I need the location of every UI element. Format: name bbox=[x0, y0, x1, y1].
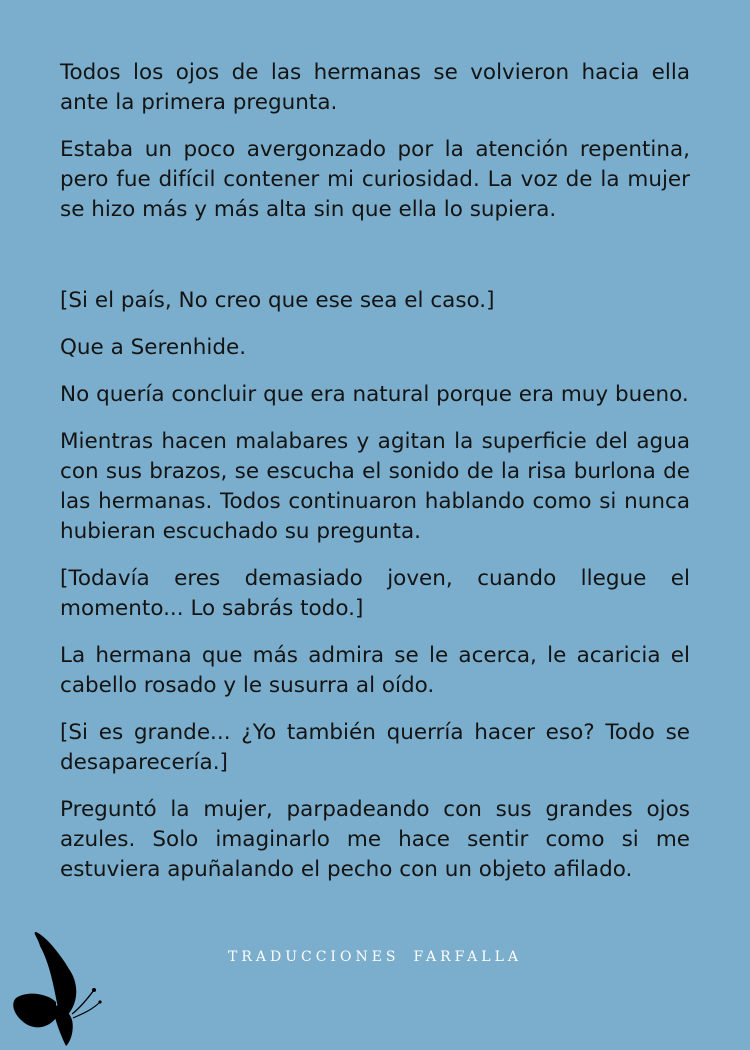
paragraph-10: Preguntó la mujer, parpadeando con sus grandes ojos azules. Solo imaginarlo me hace sentir como si me estuviera apuñalando el pecho con un objeto afilado. bbox=[60, 797, 690, 882]
paragraph-8: La hermana que más admira se le acerca, le acaricia el cabello rosado y le susurra al oído. bbox=[60, 643, 690, 698]
butterfly-icon bbox=[6, 928, 106, 1048]
butterfly-lower-wing bbox=[13, 994, 56, 1028]
paragraph-2: Estaba un poco avergonzado por la atención repentina, pero fue difícil contener mi curiosidad. La voz de la mujer se hizo más y más alta sin que ella lo supiera. bbox=[60, 137, 690, 222]
paragraph-7: [Todavía eres demasiado joven, cuando llegue el momento... Lo sabrás todo.] bbox=[60, 566, 690, 621]
paragraph-5: No quería concluir que era natural porque era muy bueno. bbox=[60, 382, 689, 407]
paragraph-3: [Si el país, No creo que ese sea el caso.] bbox=[60, 288, 495, 313]
paragraph-9: [Si es grande... ¿Yo también querría hacer eso? Todo se desaparecería.] bbox=[60, 720, 690, 775]
footer-word-1: TRADUCCIONES bbox=[228, 949, 400, 965]
paragraph-1: Todos los ojos de las hermanas se volvieron hacia ella ante la primera pregunta. bbox=[60, 60, 690, 115]
paragraph-6: Mientras hacen malabares y agitan la superficie del agua con sus brazos, se escucha el sonido de la risa burlona de las hermanas. Todos continuaron hablando como si nunca hubieran escuchado su pregunta. bbox=[60, 429, 690, 544]
footer-credit bbox=[0, 949, 750, 965]
footer-word-2: FARFALLA bbox=[413, 949, 522, 965]
paragraph-4: Que a Serenhide. bbox=[60, 335, 247, 360]
body-text bbox=[60, 58, 690, 902]
